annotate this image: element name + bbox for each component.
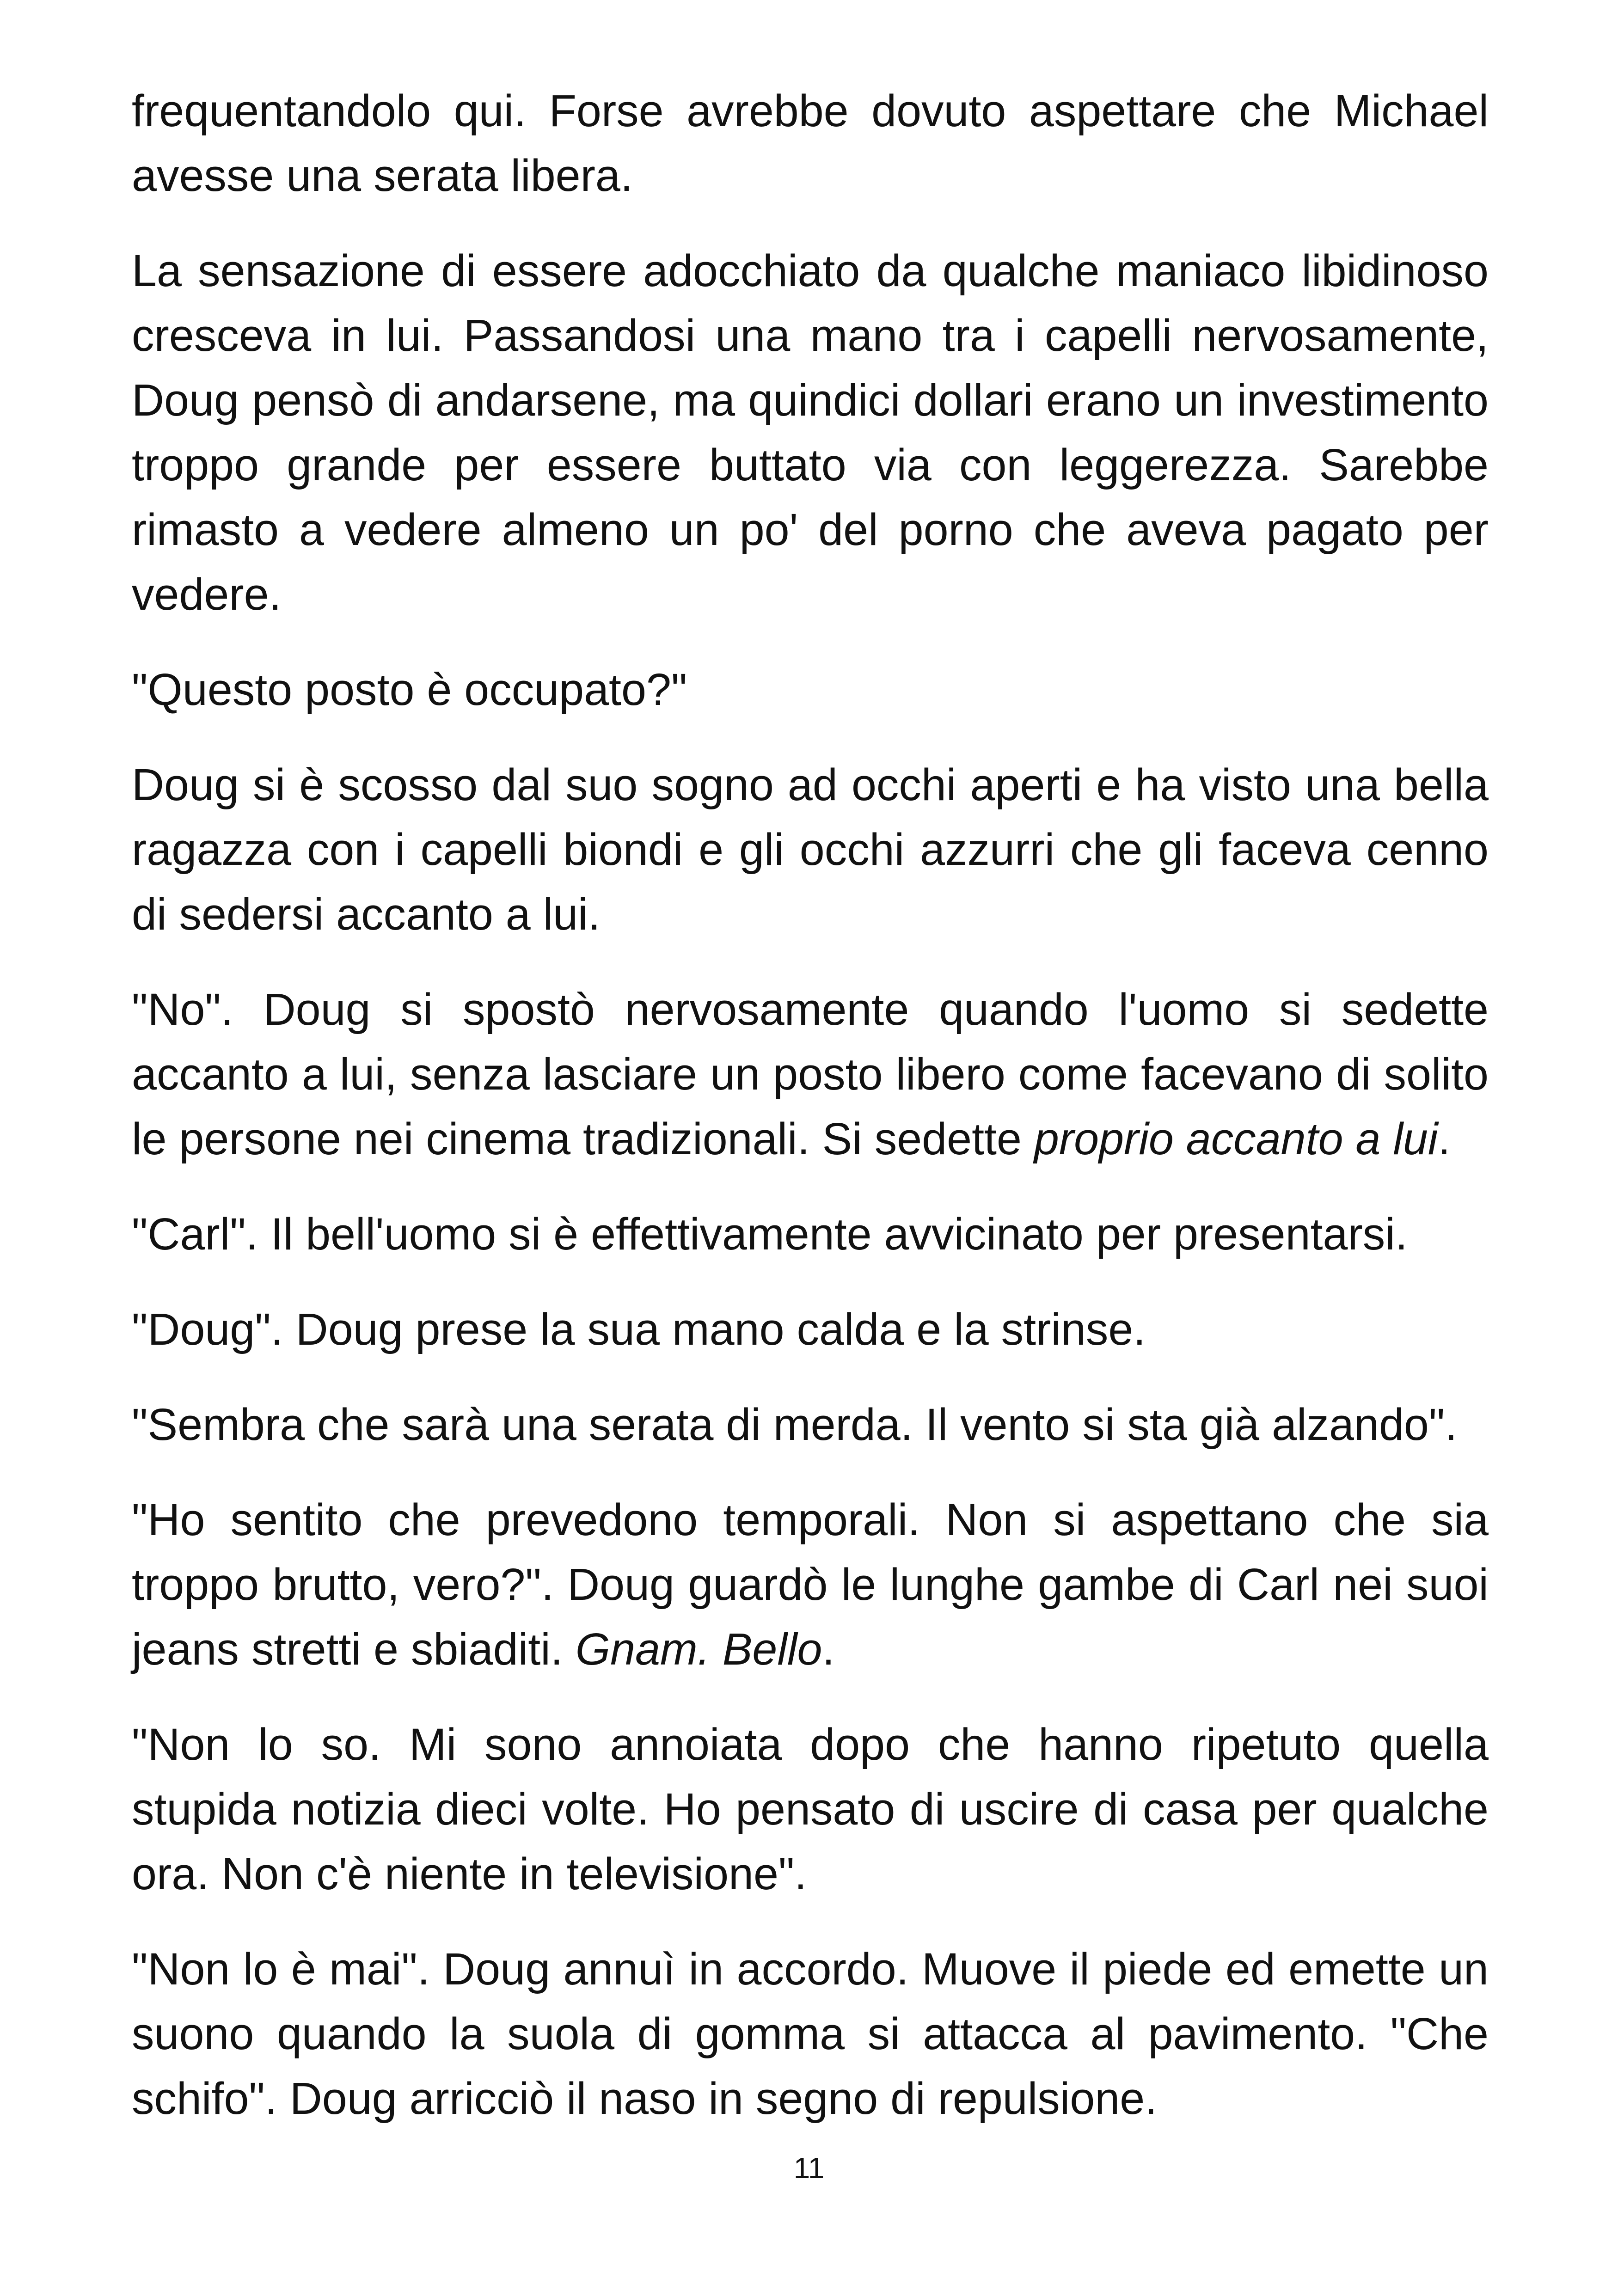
paragraph-1: frequentandolo qui. Forse avrebbe dovuto aspettare che Michael avesse una serata libera. <box>132 86 1489 201</box>
page-body <box>132 79 1489 2161</box>
paragraph-5-end: . <box>1438 1114 1451 1164</box>
paragraph-11: "Non lo è mai". Doug annuì in accordo. Muove il piede ed emette un suono quando la suola di gomma si attacca al pavimento. "Che schifo". Doug arricciò il naso in segno di repulsione. <box>132 1944 1489 2124</box>
paragraph-9-text: "Ho sentito che prevedono temporali. Non si aspettano che sia troppo brutto, vero?". Doug guardò le lunghe gambe di Carl nei suoi jeans stretti e sbiaditi. <box>132 1494 1489 1674</box>
paragraph-8: "Sembra che sarà una serata di merda. Il vento si sta già alzando". <box>132 1399 1458 1450</box>
paragraph-9-emphasis: Gnam. Bello <box>575 1624 822 1674</box>
page-number: 11 <box>793 2151 825 2185</box>
paragraph-4: Doug si è scosso dal suo sogno ad occhi aperti e ha visto una bella ragazza con i capelli biondi e gli occhi azzurri che gli faceva cenno di sedersi accanto a lui. <box>132 759 1489 939</box>
paragraph-5 <box>132 977 1489 1171</box>
paragraph-2: La sensazione di essere adocchiato da qualche maniaco libidinoso cresceva in lui. Passandosi una mano tra i capelli nervosamente, Doug pensò di andarsene, ma quindici dollari erano un investimento troppo grande per essere buttato via con leggerezza. Sarebbe rimasto a vedere almeno un po' del porno che aveva pagato per vedere. <box>132 245 1489 619</box>
paragraph-10: "Non lo so. Mi sono annoiata dopo che hanno ripetuto quella stupida notizia dieci volte. Ho pensato di uscire di casa per qualche ora. Non c'è niente in televisione". <box>132 1719 1489 1899</box>
paragraph-9 <box>132 1488 1489 1682</box>
paragraph-5-emphasis: proprio accanto a lui <box>1034 1114 1438 1164</box>
paragraph-3: "Questo posto è occupato?" <box>132 664 687 715</box>
paragraph-7: "Doug". Doug prese la sua mano calda e la strinse. <box>132 1304 1146 1354</box>
paragraph-6: "Carl". Il bell'uomo si è effettivamente avvicinato per presentarsi. <box>132 1209 1408 1259</box>
paragraph-9-end: . <box>822 1624 835 1674</box>
paragraph-5-text: "No". Doug si spostò nervosamente quando l'uomo si sedette accanto a lui, senza lasciare un posto libero come facevano di solito le persone nei cinema tradizionali. Si sedette <box>132 984 1489 1164</box>
